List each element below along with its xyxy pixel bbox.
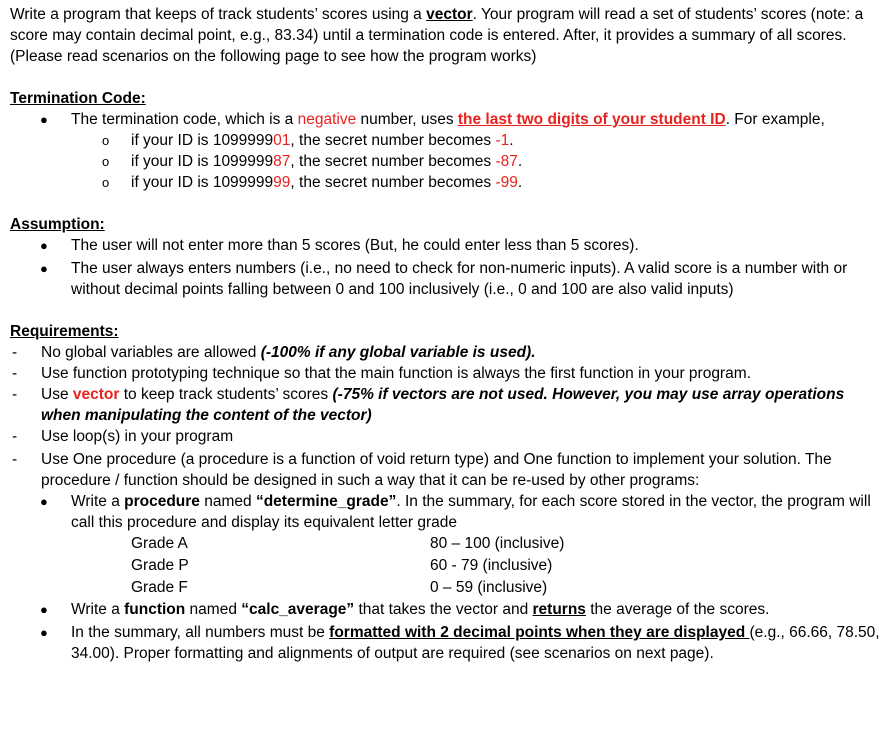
bullet-icon: ● [40,602,48,617]
circle-bullet-icon: o [102,175,110,190]
negative-word: negative [297,111,357,128]
grade-range: 80 – 100 (inclusive) [430,535,565,552]
assumption-item-1 [10,235,882,256]
example-item-3 [10,172,882,193]
example-end: . [509,132,514,149]
requirement-item-5 [10,449,882,491]
procedure-text: Write a [71,493,125,510]
example-digits: 01 [273,132,291,149]
intro-vector-word: vector [426,6,473,23]
assumption-text: The user will not enter more than 5 scores (But, he could enter less than 5 scores). [71,237,639,254]
dash-bullet: - [12,365,18,382]
grade-label: Grade P [131,557,189,574]
requirement-text: Use function prototyping technique so that the main function is always the first function in your program. [41,365,751,382]
example-value: -87 [495,153,518,170]
format-item [10,622,882,664]
function-word: function [124,601,186,618]
intro-paragraph [10,4,882,67]
grade-row-a [10,533,882,555]
example-digits: 99 [273,174,291,191]
format-emphasis: formatted with 2 decimal points when they are displayed [329,624,750,641]
requirement-item-4 [10,426,882,447]
termination-text-c: . For example, [725,111,825,128]
circle-bullet-icon: o [102,154,110,169]
assumption-item-2 [10,258,882,300]
circle-bullet-icon: o [102,133,110,148]
example-item-1 [10,130,882,151]
requirement-text: No global variables are allowed [41,344,261,361]
procedure-word: procedure [124,493,200,510]
termination-bullet [10,109,882,130]
example-prefix: if your ID is 1099999 [131,174,274,191]
grade-row-p [10,555,882,577]
example-end: . [517,153,523,170]
grade-range: 60 - 79 (inclusive) [430,557,553,574]
requirement-penalty: (-75% if vectors are not used. However, you may use array operations when manipulating the content of the vector) [41,386,845,424]
dash-bullet: - [12,451,18,468]
grade-row-f [10,577,882,599]
intro-text-1: Write a program that keeps of track students’ scores using a [10,6,427,23]
requirement-text: Use One procedure (a procedure is a function of void return type) and One function to implement your solution. The procedure / function should be designed in such a way that it can be re-used by other programs: [41,451,832,489]
function-item [10,599,882,620]
termination-text-b: number, uses [356,111,458,128]
example-prefix: if your ID is 1099999 [131,132,274,149]
requirements-heading: Requirements: [10,323,119,340]
assumption-text: The user always enters numbers (i.e., no need to check for non-numeric inputs). A valid score is a number with or without decimal points falling between 0 and 100 inclusively (i.e., 0 and 100 are also valid inputs) [71,260,848,298]
returns-word: returns [532,601,586,618]
requirement-text: Use loop(s) in your program [41,428,234,445]
function-text: the average of the scores. [585,601,770,618]
example-prefix: if your ID is 1099999 [131,153,274,170]
last-two-digits-text: the last two digits of your student ID [457,111,726,128]
grade-label: Grade F [131,579,188,596]
example-mid: , the secret number becomes [290,174,496,191]
dash-bullet: - [12,386,18,403]
document-page [10,4,882,664]
function-text: named [185,601,242,618]
example-item-2 [10,151,882,172]
assumption-heading: Assumption: [10,216,105,233]
bullet-icon: ● [40,112,48,127]
requirement-item-2 [10,363,882,384]
example-digits: 87 [273,153,291,170]
function-text: that takes the vector and [354,601,533,618]
vector-word: vector [72,386,120,403]
format-text: In the summary, all numbers must be [71,624,330,641]
procedure-item [10,491,882,533]
requirement-penalty: (-100% if any global variable is used). [260,344,536,361]
example-value: -99 [495,174,518,191]
procedure-text: named [199,493,256,510]
bullet-icon: ● [40,625,48,640]
bullet-icon: ● [40,261,48,276]
procedure-text: . In the summary, for each score stored in the vector, the program will call this procedure and display its equivalent letter grade [71,493,871,531]
format-text: (e.g., 66.66, 78.50, 34.00). Proper formatting and alignments of output are required (see scenarios on next page). [71,624,880,662]
example-value: -1 [495,132,510,149]
intro-text-2: . Your program will read a set of students’ scores (note: a score may contain decimal point, e.g., 83.34) until a termination code is entered. After, it provides a summary of all scores. (Please read scenarios on the following page to see how the program works) [10,6,864,65]
requirement-item-1 [10,342,882,363]
bullet-icon: ● [40,238,48,253]
grade-range: 0 – 59 (inclusive) [430,579,548,596]
function-text: Write a [71,601,125,618]
requirement-text: Use [41,386,73,403]
termination-heading: Termination Code: [10,90,146,107]
example-end: . [517,174,523,191]
example-mid: , the secret number becomes [290,132,496,149]
termination-text-a: The termination code, which is a [71,111,298,128]
example-mid: , the secret number becomes [290,153,496,170]
function-name: “calc_average” [241,601,355,618]
dash-bullet: - [12,344,18,361]
dash-bullet: - [12,428,18,445]
procedure-name: “determine_grade” [255,493,397,510]
grade-label: Grade A [131,535,188,552]
requirement-text: to keep track students’ scores [119,386,333,403]
bullet-icon: ● [40,494,48,509]
requirement-item-3 [10,384,882,426]
